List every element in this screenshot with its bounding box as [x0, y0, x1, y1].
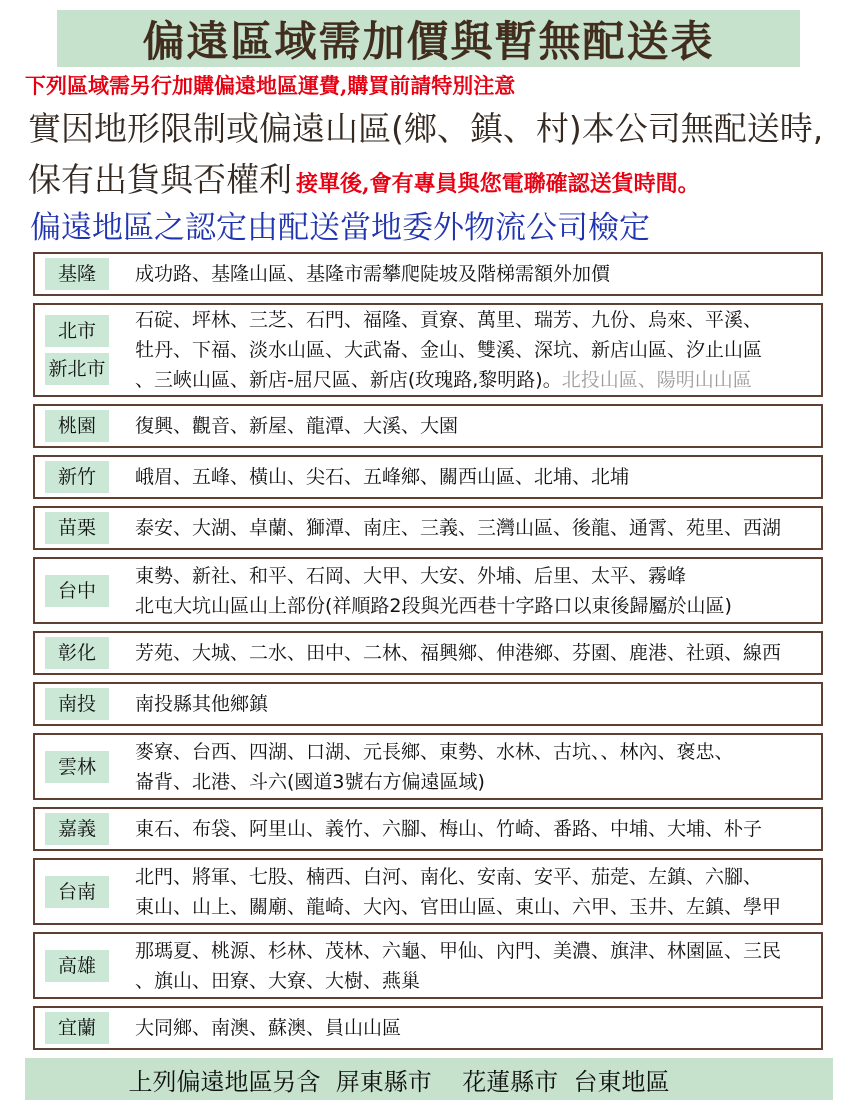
region-label: 台南	[45, 876, 109, 908]
region-content-text: 東石、布袋、阿里山、義竹、六腳、梅山、竹崎、番路、中埔、大埔、朴子	[135, 818, 763, 840]
region-content	[135, 936, 815, 996]
region-label: 桃園	[45, 410, 109, 442]
region-content-text: 石碇、坪林、三芝、石門、福隆、貢寮、萬里、瑞芳、九份、烏來、平溪、	[135, 309, 763, 331]
region-label-group	[45, 688, 109, 720]
page-title: 偏遠區域需加價與暫無配送表	[142, 16, 715, 66]
region-label-group	[45, 410, 109, 442]
region-content-text: 芳苑、大城、二水、田中、二林、福興鄉、伸港鄉、芬園、鹿港、社頭、線西	[135, 642, 782, 664]
region-content-text: 、旗山、田寮、大寮、大樹、燕巢	[135, 969, 421, 992]
region-content-line	[135, 767, 815, 797]
table-row	[33, 404, 823, 448]
region-content-line	[135, 862, 815, 892]
region-label-group	[45, 751, 109, 783]
region-content	[135, 411, 815, 441]
table-row	[33, 506, 823, 550]
region-content-line	[135, 513, 815, 543]
region-label-group	[45, 876, 109, 908]
region-label-group	[45, 950, 109, 982]
region-content-text: 崙背、北港、斗六(國道3號右方偏遠區域)	[135, 770, 485, 793]
region-content-line	[135, 335, 815, 365]
table-row	[33, 932, 823, 999]
region-label-group	[45, 1012, 109, 1044]
region-label-group	[45, 512, 109, 544]
footer-bar	[25, 1058, 833, 1100]
region-content-line	[135, 591, 815, 621]
region-content-gray-text: 北投山區、陽明山山區	[561, 369, 752, 391]
table-row	[33, 1006, 823, 1050]
table-row	[33, 682, 823, 726]
notice-line-1: 實因地形限制或偏遠山區(鄉、鎮、村)本公司無配送時,	[28, 109, 824, 148]
footer-text: 上列偏遠地區另含 屏東縣市 花蓮縣市 台東地區	[128, 1067, 670, 1096]
region-label: 北市	[45, 315, 109, 347]
region-content-line	[135, 892, 815, 922]
table-row	[33, 733, 823, 800]
region-content	[135, 737, 815, 797]
region-content	[135, 689, 815, 719]
table-row	[33, 807, 823, 851]
table-row	[33, 858, 823, 925]
region-content	[135, 561, 815, 621]
region-content	[135, 862, 815, 922]
region-content-line	[135, 462, 815, 492]
region-content-text: 大同鄉、南澳、蘇澳、員山山區	[135, 1017, 402, 1039]
region-label-group	[45, 461, 109, 493]
region-content-text: 北門、將軍、七股、楠西、白河、南化、安南、安平、茄萣、左鎮、六腳、	[135, 865, 763, 888]
region-content-line	[135, 365, 815, 395]
region-content	[135, 513, 815, 543]
region-content-line	[135, 814, 815, 844]
region-label-group	[45, 637, 109, 669]
region-label: 新北市	[45, 353, 109, 385]
region-content	[135, 1013, 815, 1043]
region-content-text: 復興、觀音、新屋、龍潭、大溪、大園	[135, 415, 459, 437]
region-content	[135, 305, 815, 395]
region-content-line	[135, 689, 815, 719]
region-content-text: 泰安、大湖、卓蘭、獅潭、南庄、三義、三灣山區、後龍、通霄、苑里、西湖	[135, 517, 782, 539]
region-content-text: 麥寮、台西、四湖、口湖、元長鄉、東勢、水林、古坑、、林內、褒忠、	[135, 740, 734, 763]
region-label: 高雄	[45, 950, 109, 982]
notice-line-2-red-note: 接單後,會有專員與您電聯確認送貨時間。	[296, 171, 700, 197]
warning-text: 下列區域需另行加購偏遠地區運費,購買前請特別注意	[25, 73, 516, 98]
region-content-text: 峨眉、五峰、橫山、尖石、五峰鄉、關西山區、北埔、北埔	[135, 466, 630, 488]
page-title-bar	[57, 10, 800, 67]
region-label: 台中	[45, 575, 109, 607]
notice-line-2-main: 保有出貨與否權利	[28, 160, 292, 199]
region-content-line	[135, 305, 815, 335]
region-content-text: 牡丹、下福、淡水山區、大武崙、金山、雙溪、深坑、新店山區、汐止山區	[135, 339, 763, 361]
region-label: 新竹	[45, 461, 109, 493]
region-content-text: 那瑪夏、桃源、杉林、茂林、六龜、甲仙、內門、美濃、旗津、林園區、三民	[135, 939, 782, 962]
region-content-line	[135, 638, 815, 668]
region-content-line	[135, 936, 815, 966]
region-content-line	[135, 966, 815, 996]
region-content	[135, 814, 815, 844]
region-label: 宜蘭	[45, 1012, 109, 1044]
region-content	[135, 259, 815, 289]
region-label: 南投	[45, 688, 109, 720]
region-content-text: 東勢、新社、和平、石岡、大甲、大安、外埔、后里、太平、霧峰	[135, 564, 687, 587]
table-row	[33, 557, 823, 624]
region-content-text: 成功路、基隆山區、基隆市需攀爬陡坡及階梯需額外加價	[135, 263, 611, 285]
notice-blue-heading: 偏遠地區之認定由配送當地委外物流公司檢定	[30, 210, 650, 246]
region-content-text: 南投縣其他鄉鎮	[135, 693, 269, 715]
region-label-group	[45, 258, 109, 290]
region-label: 基隆	[45, 258, 109, 290]
region-label: 雲林	[45, 751, 109, 783]
region-content-text: 東山、山上、關廟、龍崎、大內、官田山區、東山、六甲、玉井、左鎮、學甲	[135, 895, 782, 918]
table-row	[33, 303, 823, 397]
region-content-line	[135, 737, 815, 767]
region-label-group	[45, 813, 109, 845]
region-content-text: 北屯大坑山區山上部份(祥順路2段與光西巷十字路口以東後歸屬於山區)	[135, 594, 732, 617]
region-label: 苗栗	[45, 512, 109, 544]
table-row	[33, 455, 823, 499]
region-label-group	[45, 575, 109, 607]
region-label: 嘉義	[45, 813, 109, 845]
notice-line-2	[28, 158, 850, 206]
region-content-line	[135, 259, 815, 289]
region-label: 彰化	[45, 637, 109, 669]
region-content	[135, 638, 815, 668]
region-content-line	[135, 1013, 815, 1043]
table-row	[33, 631, 823, 675]
region-content-line	[135, 561, 815, 591]
region-label-group	[45, 315, 109, 385]
table-row	[33, 252, 823, 296]
region-content	[135, 462, 815, 492]
region-content-text: 、三峽山區、新店-屈尺區、新店(玫瑰路,黎明路)。	[135, 369, 562, 391]
region-table	[33, 252, 823, 1050]
region-content-line	[135, 411, 815, 441]
